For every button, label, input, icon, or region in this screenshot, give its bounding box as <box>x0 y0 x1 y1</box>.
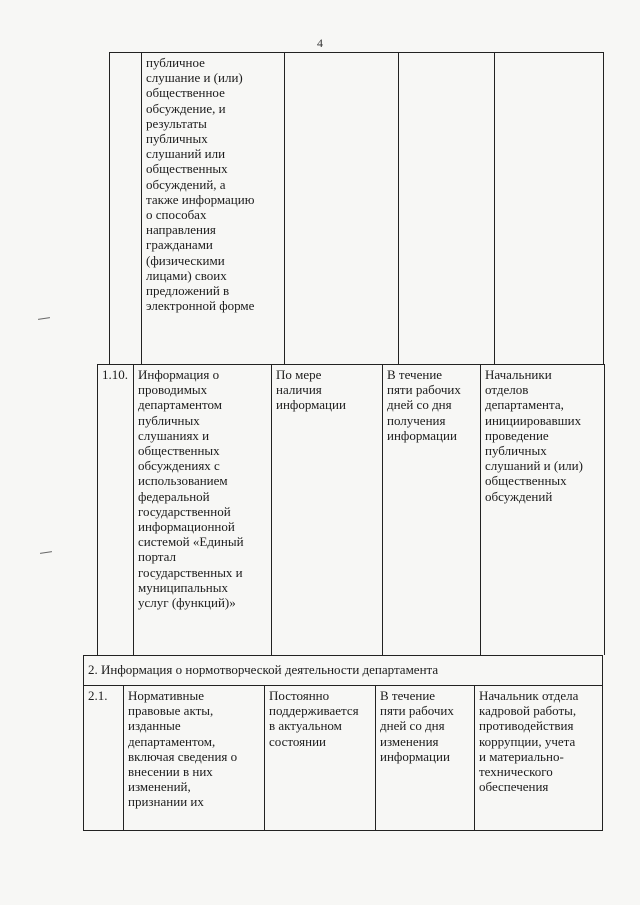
continuation-responsible-cell <box>494 52 604 364</box>
continuation-deadline-cell <box>398 52 494 364</box>
row-1-10-description: Информация о проводимых департаментом публичных слушаниях и общественных обсуждениях с использованием федеральной государственной информационной системой «Единый портал государственных и муниципальных услуг (функций)» <box>133 364 271 655</box>
row-2-1-deadline: В течение пяти рабочих дней со дня изменения информации <box>375 685 474 831</box>
row-1-10-deadline: В течение пяти рабочих дней со дня получения информации <box>382 364 480 655</box>
row-2-1-description: Нормативные правовые акты, изданные департаментом, включая сведения о внесении в них изменений, признании их <box>123 685 264 831</box>
row-2-1-frequency: Постоянно поддерживается в актуальном состоянии <box>264 685 375 831</box>
row-1-10-frequency: По мере наличия информации <box>271 364 382 655</box>
scan-mark <box>38 317 50 320</box>
continuation-description-cell: публичное слушание и (или) общественное обсуждение, и результаты публичных слушаний или общественных обсуждений, а также информацию о способах направления гражданами (физическими лицами) своих предложений в электронной форме <box>141 52 284 364</box>
section-2-header: 2. Информация о нормотворческой деятельности департамента <box>83 655 603 685</box>
page-number: 4 <box>317 36 323 50</box>
row-2-1-number: 2.1. <box>83 685 123 831</box>
row-2-1-responsible: Начальник отдела кадровой работы, противодействия коррупции, учета и материально- технического обеспечения <box>474 685 603 831</box>
continuation-frequency-cell <box>284 52 398 364</box>
row-1-10-responsible: Начальники отделов департамента, инициировавших проведение публичных слушаний и (или) общественных обсуждений <box>480 364 605 655</box>
row-1-10-number: 1.10. <box>97 364 133 655</box>
scan-mark <box>40 551 52 554</box>
